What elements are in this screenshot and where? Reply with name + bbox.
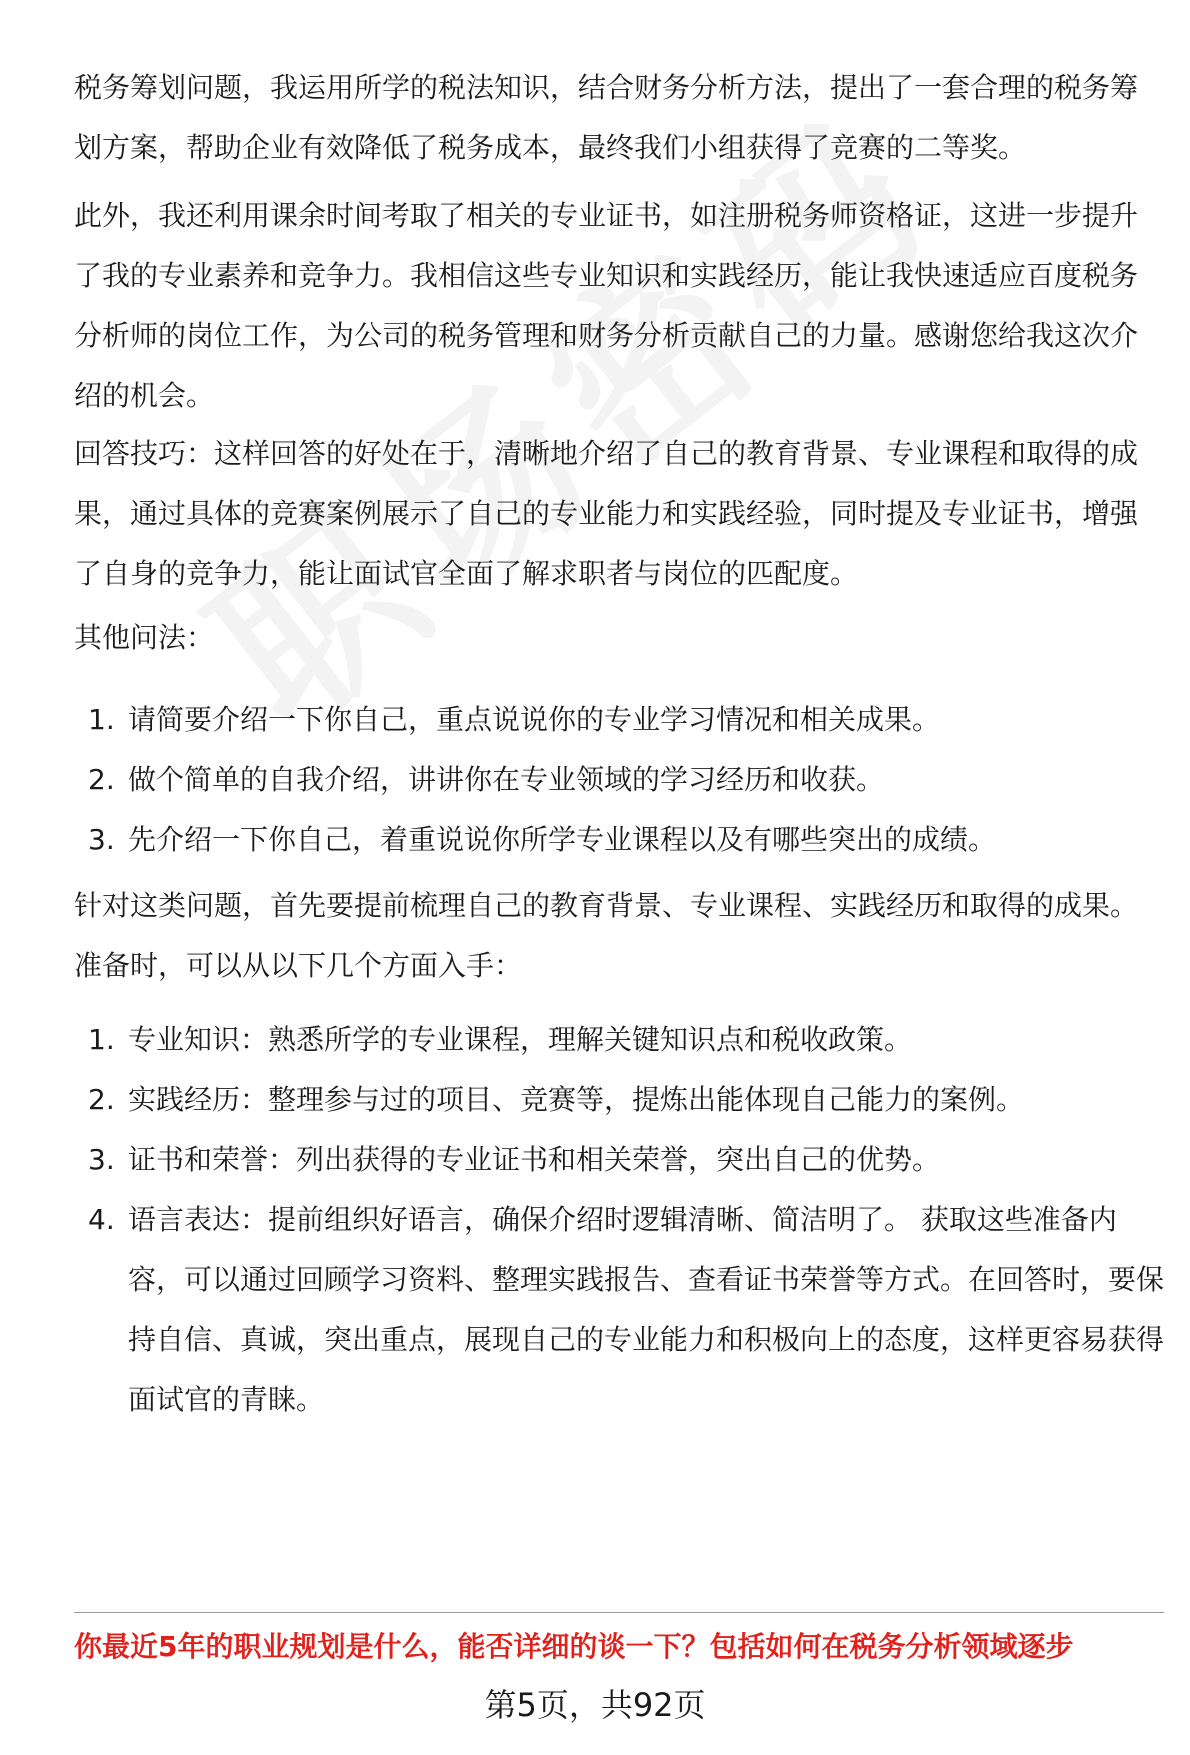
list-item: 1. 请简要介绍一下你自己，重点说说你的专业学习情况和相关成果。 <box>88 703 941 736</box>
list-item: 2. 做个简单的自我介绍，讲讲你在专业领域的学习经历和收获。 <box>88 763 885 796</box>
preparation-list <box>74 1010 1164 1430</box>
list-item: 4. 语言表达：提前组织好语言，确保介绍时逻辑清晰、简洁明了。 获取这些准备内容，可以通过回顾学习资料、整理实践报告、查看证书荣誉等方式。在回答时，要保持自信、真诚，突出重点，展现自己的专业能力和积极向上的态度，这样更容易获得面试官的青睐。 <box>88 1203 1165 1416</box>
next-question-heading: 你最近5年的职业规划是什么，能否详细的谈一下？包括如何在税务分析领域逐步 <box>74 1630 1074 1663</box>
list-item: 3. 证书和荣誉：列出获得的专业证书和相关荣誉，突出自己的优势。 <box>88 1143 941 1176</box>
section-divider <box>74 1612 1164 1613</box>
list-item: 3. 先介绍一下你自己，着重说说你所学专业课程以及有哪些突出的成绩。 <box>88 823 997 856</box>
paragraph-tax-planning: 税务筹划问题，我运用所学的税法知识，结合财务分析方法，提出了一套合理的税务筹划方案，帮助企业有效降低了税务成本，最终我们小组获得了竞赛的二等奖。 <box>74 71 1139 164</box>
other-questions-list <box>74 690 1164 870</box>
list-item: 1. 专业知识：熟悉所学的专业课程，理解关键知识点和税收政策。 <box>88 1023 913 1056</box>
paragraph-other-questions-heading: 其他问法： <box>74 621 215 654</box>
page-number: 第5页，共92页 <box>484 1686 706 1724</box>
paragraph-answer-tips: 回答技巧：这样回答的好处在于，清晰地介绍了自己的教育背景、专业课程和取得的成果，通过具体的竞赛案例展示了自己的专业能力和实践经验，同时提及专业证书，增强了自身的竞争力，能让面试官全面了解求职者与岗位的匹配度。 <box>74 437 1139 590</box>
list-item: 2. 实践经历：整理参与过的项目、竞赛等，提炼出能体现自己能力的案例。 <box>88 1083 1025 1116</box>
paragraph-preparation: 针对这类问题，首先要提前梳理自己的教育背景、专业课程、实践经历和取得的成果。准备时，可以从以下几个方面入手： <box>74 889 1139 982</box>
paragraph-certificate: 此外，我还利用课余时间考取了相关的专业证书，如注册税务师资格证，这进一步提升了我的专业素养和竞争力。我相信这些专业知识和实践经历，能让我快速适应百度税务分析师的岗位工作，为公司的税务管理和财务分析贡献自己的力量。感谢您给我这次介绍的机会。 <box>74 199 1139 412</box>
